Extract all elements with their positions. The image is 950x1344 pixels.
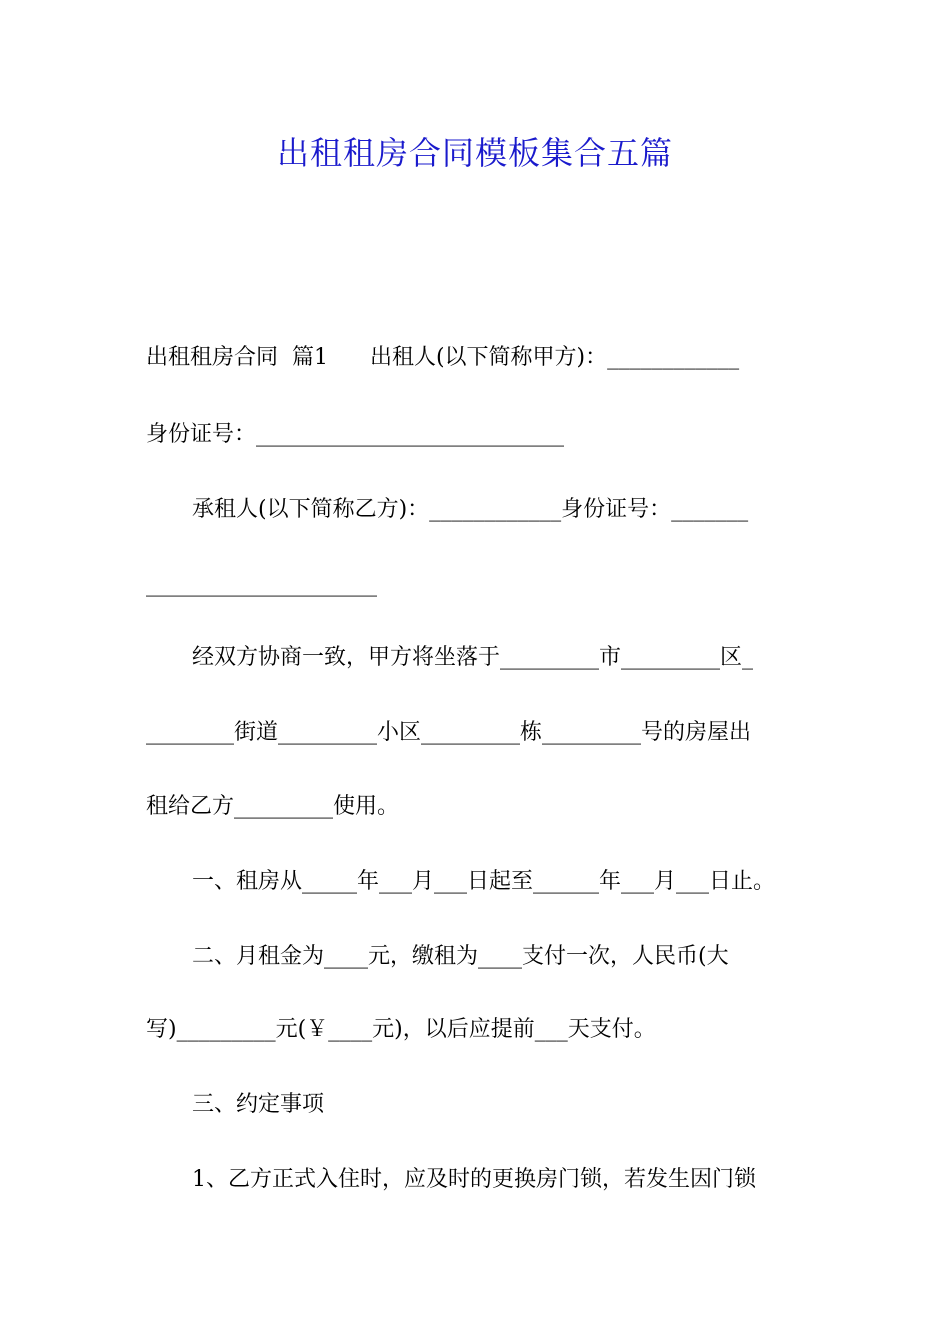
text-line-term: 一、租房从_____年___月___日起至______年___月___日止。 (192, 869, 776, 894)
text-line-clause-1: 1、乙方正式入住时，应及时的更换房门锁，若发生因门锁 (192, 1167, 756, 1192)
document-title: 出租租房合同模板集合五篇 (276, 134, 673, 172)
text-line-location-2: ________街道_________小区_________栋_________号的房屋出 (146, 720, 752, 745)
text-line-id-b-continued: _____________________ (146, 572, 377, 597)
text-line-rent-2: 写)_________元(￥____元)，以后应提前___天支付。 (146, 1017, 656, 1042)
text-line-party-b: 承租人(以下简称乙方)：____________身份证号：_______ (192, 497, 749, 522)
text-line-rent-1: 二、月租金为____元，缴租为____支付一次，人民币(大 (192, 944, 729, 969)
text-line-usage: 租给乙方_________使用。 (146, 794, 400, 819)
text-line-id-a: 身份证号：____________________________ (146, 422, 565, 447)
text-line-location-1: 经双方协商一致，甲方将坐落于_________市_________区_ (192, 645, 754, 670)
section-heading-terms: 三、约定事项 (192, 1092, 325, 1117)
text-line-party-a: 出租租房合同 篇1 出租人(以下简称甲方)：____________ (146, 345, 740, 370)
